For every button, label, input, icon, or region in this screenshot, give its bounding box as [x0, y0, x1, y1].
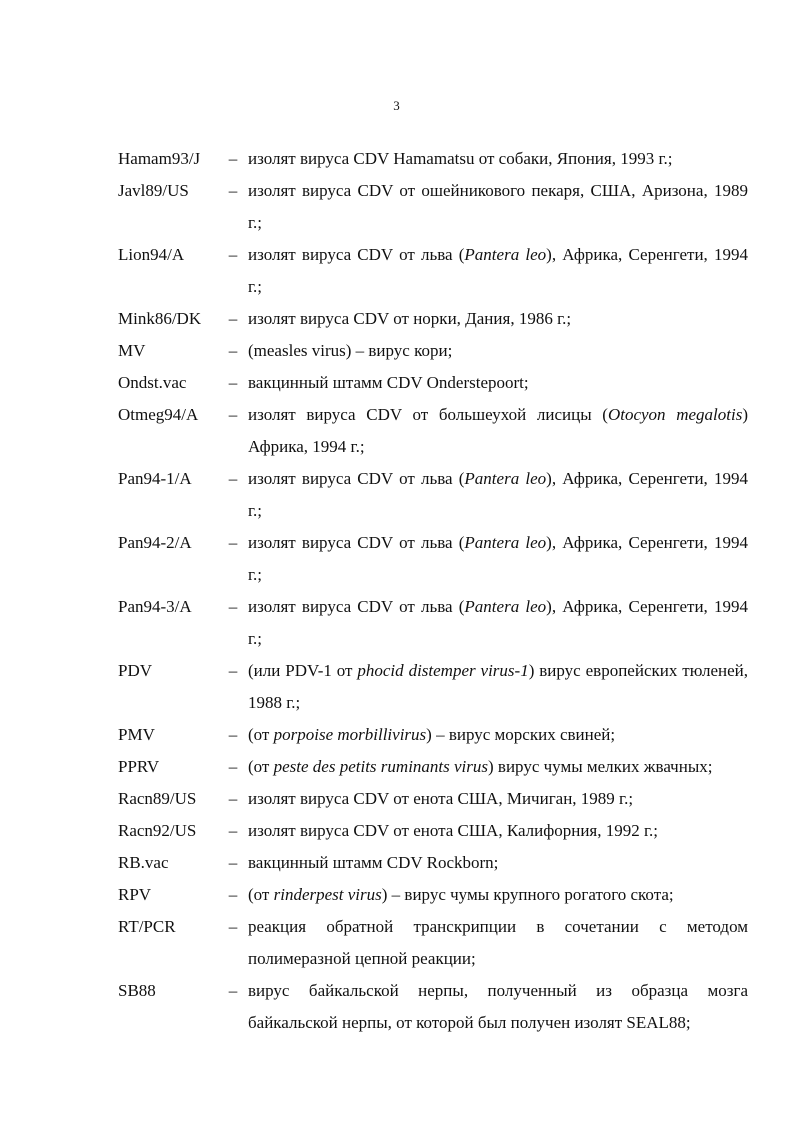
- definition-text: вирус байкальской нерпы, полученный из образца мозга байкальской нерпы, от которой был получен изолят SEAL88;: [248, 981, 748, 1032]
- abbreviation-entry: [118, 527, 748, 591]
- dash-separator: –: [228, 917, 238, 936]
- abbreviation-entry: [118, 847, 748, 879]
- latin-name: porpoise morbillivirus: [273, 725, 427, 744]
- abbreviation-entry: [118, 975, 748, 1039]
- definition-text: ), Африка, Серенгети, 1994 г.;: [248, 469, 748, 520]
- definition-text: ) – вирус чумы крупного рогатого скота;: [381, 885, 674, 904]
- dash-separator: –: [228, 597, 238, 616]
- abbreviation-entry: [118, 879, 748, 911]
- abbreviation-term: Racn89/US: [118, 789, 197, 808]
- abbreviation-definition: [248, 655, 748, 719]
- dash-separator: –: [228, 981, 238, 1000]
- dash-separator: –: [228, 821, 238, 840]
- dash-separator: –: [228, 149, 238, 168]
- latin-name: rinderpest virus: [273, 885, 382, 904]
- abbreviation-definition: [248, 879, 748, 911]
- definition-text: ) – вирус морских свиней;: [426, 725, 616, 744]
- abbreviation-entry: [118, 751, 748, 783]
- abbreviation-entry: [118, 143, 748, 175]
- abbreviation-entry: [118, 591, 748, 655]
- latin-name: Pantera leo: [464, 597, 547, 616]
- abbreviation-definition: [248, 335, 748, 367]
- definition-text: изолят вируса CDV от енота США, Калифорния, 1992 г.;: [248, 821, 659, 840]
- abbreviation-entry: [118, 175, 748, 239]
- definition-text: изолят вируса CDV от енота США, Мичиган, 1989 г.;: [248, 789, 634, 808]
- abbreviation-term: Pan94-3/A: [118, 597, 192, 616]
- abbreviation-definition: [248, 719, 748, 751]
- dash-separator: –: [228, 405, 238, 424]
- definition-text: ), Африка, Серенгети, 1994 г.;: [248, 533, 748, 584]
- abbreviation-term: RPV: [118, 885, 152, 904]
- definition-text: изолят вируса CDV от норки, Дания, 1986 г.;: [248, 309, 572, 328]
- abbreviation-term: Mink86/DK: [118, 309, 202, 328]
- abbreviation-entry: [118, 335, 748, 367]
- abbreviation-definition: [248, 911, 748, 975]
- dash-separator: –: [228, 725, 238, 744]
- definition-text: вакцинный штамм CDV Onderstepoort;: [248, 373, 529, 392]
- dash-separator: –: [228, 341, 238, 360]
- definition-text: изолят вируса CDV от льва (: [248, 533, 465, 552]
- abbreviation-definition: [248, 975, 748, 1039]
- abbreviation-term: RB.vac: [118, 853, 169, 872]
- dash-separator: –: [228, 373, 238, 392]
- abbreviation-definition: [248, 463, 748, 527]
- page-number: 3: [393, 98, 400, 113]
- definition-text: изолят вируса CDV от льва (: [248, 469, 465, 488]
- definition-text: изолят вируса CDV от большеухой лисицы (: [248, 405, 608, 424]
- abbreviation-entry: [118, 815, 748, 847]
- abbreviation-definition: [248, 527, 748, 591]
- abbreviation-list: [118, 143, 748, 1039]
- abbreviation-entry: [118, 399, 748, 463]
- abbreviation-entry: [118, 303, 748, 335]
- definition-text: изолят вируса CDV от льва (: [248, 245, 465, 264]
- definition-text: (от: [248, 725, 274, 744]
- latin-name: phocid distemper virus-1: [357, 661, 529, 680]
- abbreviation-definition: [248, 143, 748, 175]
- definition-text: (от: [248, 885, 274, 904]
- definition-text: ) вирус европейских тюленей, 1988 г.;: [248, 661, 748, 712]
- abbreviation-entry: [118, 239, 748, 303]
- dash-separator: –: [228, 309, 238, 328]
- abbreviation-term: RT/PCR: [118, 917, 176, 936]
- definition-text: ), Африка, Серенгети, 1994 г.;: [248, 597, 748, 648]
- latin-name: Otocyon megalotis: [607, 405, 743, 424]
- definition-text: изолят вируса CDV от ошейникового пекаря, США, Аризона, 1989 г.;: [248, 181, 748, 232]
- abbreviation-entry: [118, 911, 748, 975]
- abbreviation-term: Ondst.vac: [118, 373, 187, 392]
- definition-text: реакция обратной транскрипции в сочетании с методом полимеразной цепной реакции;: [248, 917, 748, 968]
- abbreviation-term: Pan94-2/A: [118, 533, 192, 552]
- abbreviation-entry: [118, 463, 748, 527]
- definition-text: ), Африка, Серенгети, 1994 г.;: [248, 245, 748, 296]
- dash-separator: –: [228, 533, 238, 552]
- abbreviation-entry: [118, 367, 748, 399]
- dash-separator: –: [228, 469, 238, 488]
- latin-name: peste des petits ruminants virus: [273, 757, 489, 776]
- definition-text: (от: [248, 757, 274, 776]
- definition-text: вакцинный штамм CDV Rockborn;: [248, 853, 499, 872]
- abbreviation-term: SB88: [118, 981, 156, 1000]
- abbreviation-entry: [118, 719, 748, 751]
- definition-text: ) Африка, 1994 г.;: [248, 405, 748, 456]
- abbreviation-term: Racn92/US: [118, 821, 197, 840]
- abbreviation-definition: [248, 239, 748, 303]
- abbreviation-definition: [248, 399, 748, 463]
- abbreviation-definition: [248, 303, 748, 335]
- abbreviation-term: Lion94/A: [118, 245, 185, 264]
- abbreviation-definition: [248, 751, 748, 783]
- abbreviation-term: Javl89/US: [118, 181, 189, 200]
- abbreviation-term: PPRV: [118, 757, 160, 776]
- abbreviation-definition: [248, 591, 748, 655]
- abbreviation-definition: [248, 175, 748, 239]
- abbreviation-definition: [248, 847, 748, 879]
- latin-name: Pantera leo: [464, 469, 547, 488]
- definition-text: изолят вируса CDV от льва (: [248, 597, 465, 616]
- dash-separator: –: [228, 757, 238, 776]
- abbreviation-term: Otmeg94/A: [118, 405, 199, 424]
- latin-name: Pantera leo: [464, 245, 547, 264]
- abbreviation-definition: [248, 815, 748, 847]
- abbreviation-definition: [248, 783, 748, 815]
- definition-text: изолят вируса CDV Hamamatsu от собаки, Япония, 1993 г.;: [248, 149, 673, 168]
- definition-text: ) вирус чумы мелких жвачных;: [488, 757, 713, 776]
- dash-separator: –: [228, 885, 238, 904]
- dash-separator: –: [228, 245, 238, 264]
- abbreviation-term: MV: [118, 341, 146, 360]
- abbreviation-definition: [248, 367, 748, 399]
- definition-text: (measles virus) – вирус кори;: [248, 341, 453, 360]
- abbreviation-term: Pan94-1/A: [118, 469, 192, 488]
- abbreviation-entry: [118, 655, 748, 719]
- latin-name: Pantera leo: [464, 533, 547, 552]
- abbreviation-entry: [118, 783, 748, 815]
- definition-text: (или PDV-1 от: [248, 661, 358, 680]
- abbreviation-term: Hamam93/J: [118, 149, 201, 168]
- abbreviation-term: PMV: [118, 725, 155, 744]
- dash-separator: –: [228, 789, 238, 808]
- dash-separator: –: [228, 661, 238, 680]
- abbreviation-term: PDV: [118, 661, 153, 680]
- dash-separator: –: [228, 853, 238, 872]
- dash-separator: –: [228, 181, 238, 200]
